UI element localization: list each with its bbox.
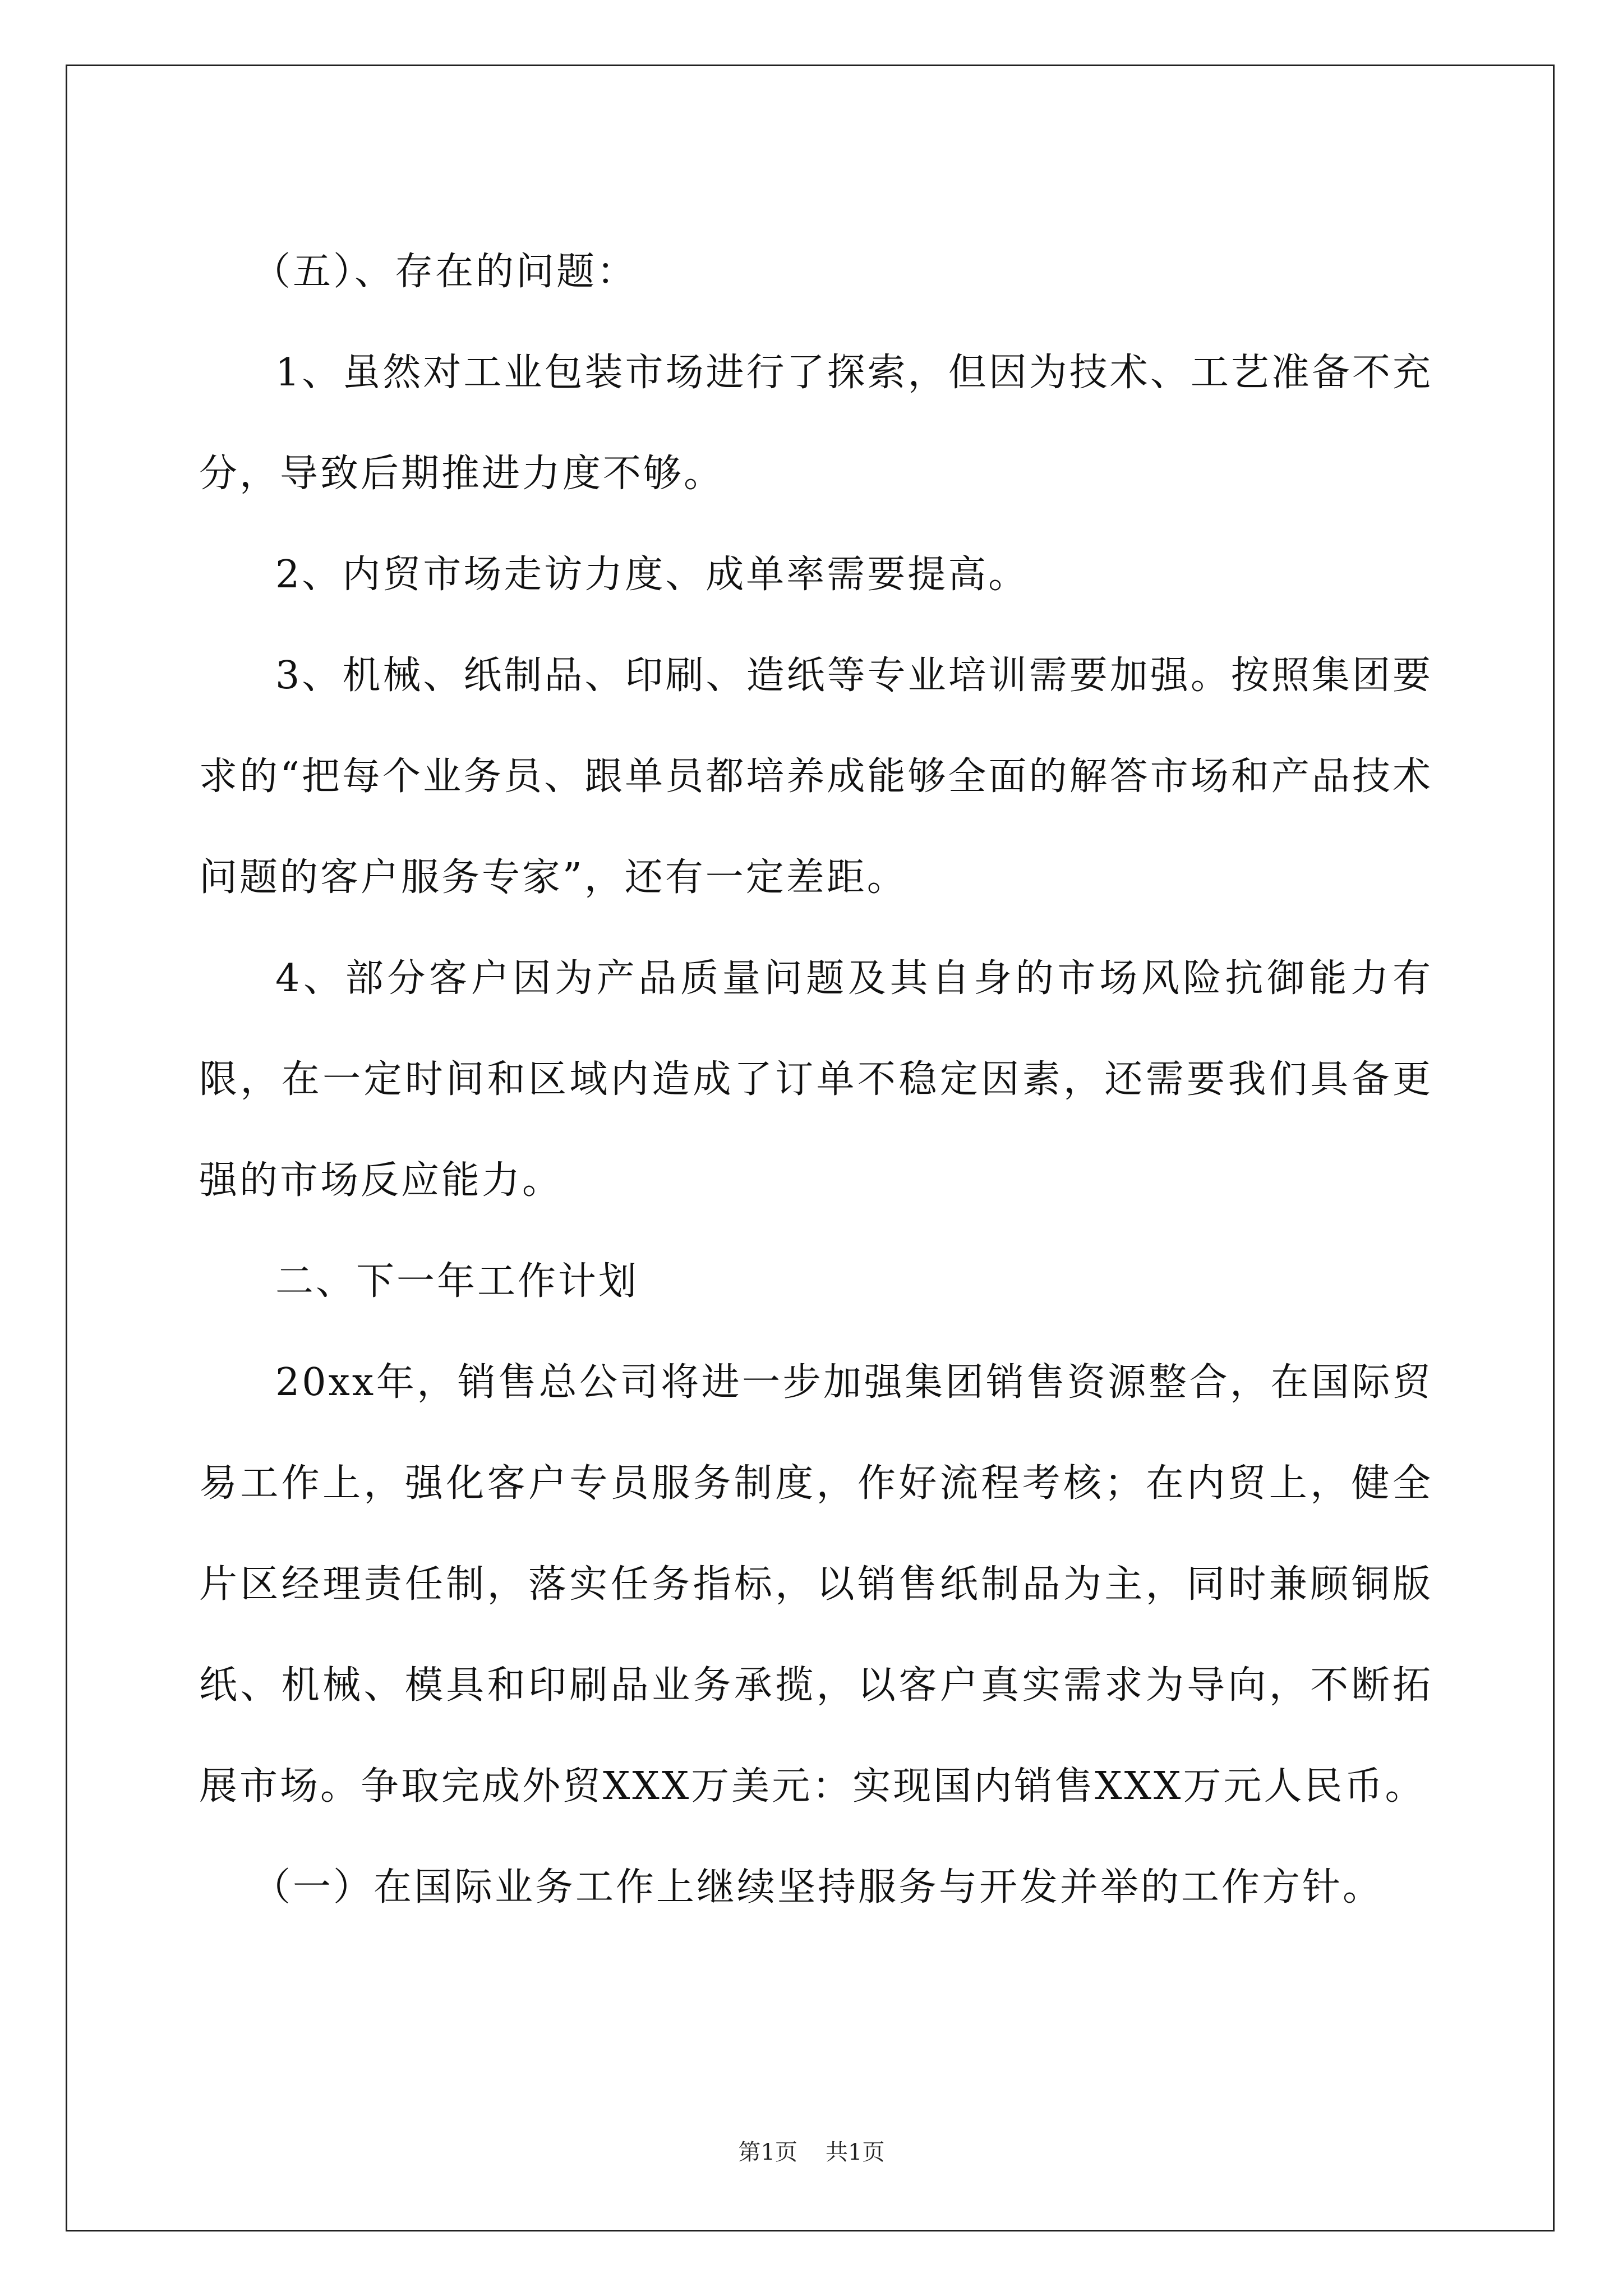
- paragraph-problem-4: 4、部分客户因为产品质量问题及其自身的市场风险抗御能力有限，在一定时间和区域内造成了订单不稳定因素，还需要我们具备更强的市场反应能力。: [199, 956, 1433, 1203]
- paragraph-plan-overview: 20xx年，销售总公司将进一步加强集团销售资源整合，在国际贸易工作上，强化客户专员服务制度，作好流程考核；在内贸上，健全片区经理责任制，落实任务指标，以销售纸制品为主，同时兼顾铜版纸、机械、模具和印刷品业务承揽，以客户真实需求为导向，不断拓展市场。争取完成外贸XXX万美元：实现国内销售XXX万元人民币。: [199, 1360, 1433, 1809]
- document-body: [199, 222, 1433, 1938]
- section-heading-problems: （五）、存在的问题：: [252, 250, 638, 294]
- paragraph-plan-international: （一）在国际业务工作上继续坚持服务与开发并举的工作方针。: [252, 1865, 1384, 1910]
- section-heading-plan: 二、下一年工作计划: [275, 1259, 639, 1304]
- page-footer: [0, 2134, 1623, 2166]
- page-total: 共1页: [826, 2139, 885, 2165]
- paragraph-problem-2: 2、内贸市场走访力度、成单率需要提高。: [275, 553, 1029, 597]
- paragraph-problem-1: 1、虽然对工业包装市场进行了探索，但因为技术、工艺准备不充分，导致后期推进力度不够。: [199, 351, 1433, 496]
- paragraph-problem-3: 3、机械、纸制品、印刷、造纸等专业培训需要加强。按照集团要求的“把每个业务员、跟单员都培养成能够全面的解答市场和产品技术问题的客户服务专家”，还有一定差距。: [199, 654, 1433, 900]
- page-number: 第1页: [738, 2139, 797, 2165]
